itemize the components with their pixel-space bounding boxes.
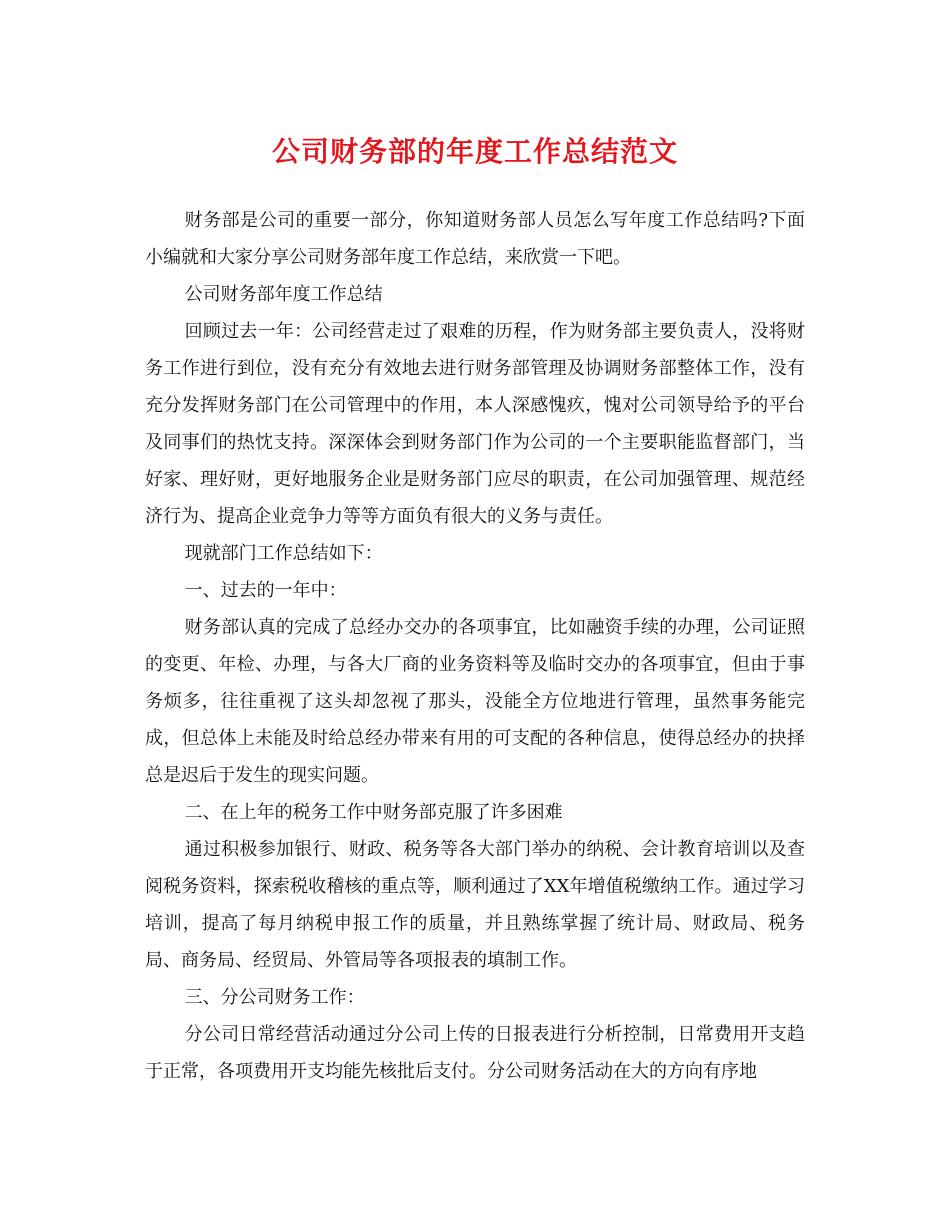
section-heading-1: 一、过去的一年中： xyxy=(184,580,347,601)
paragraph-section-2: 通过积极参加银行、财政、税务等各大部门举办的纳税、会计教育培训以及查阅税务资料，探索税收稽核的重点等，顺利通过了XX年增值税缴纳工作。通过学习培训，提高了每月纳税申报工作的质量，并且熟练掌握了统计局、财政局、税务局、商务局、经贸局、外管局等各项报表的填制工作。 xyxy=(145,839,805,971)
document-body xyxy=(145,202,805,1090)
paragraph-subtitle: 公司财务部年度工作总结 xyxy=(184,284,383,305)
section-heading-2: 二、在上年的税务工作中财务部克服了许多困难 xyxy=(184,802,563,823)
paragraph-intro: 财务部是公司的重要一部分，你知道财务部人员怎么写年度工作总结吗?下面小编就和大家分享公司财务部年度工作总结，来欣赏一下吧。 xyxy=(145,210,805,268)
document-title: 公司财务部的年度工作总结范文 xyxy=(271,135,678,168)
paragraph-section-3: 分公司日常经营活动通过分公司上传的日报表进行分析控制，日常费用开支趋于正常，各项费用开支均能先核批后支付。分公司财务活动在大的方向有序地 xyxy=(145,1024,805,1082)
paragraph-section-1: 财务部认真的完成了总经办交办的各项事宜，比如融资手续的办理，公司证照的变更、年检、办理，与各大厂商的业务资料等及临时交办的各项事宜，但由于事务烦多，往往重视了这头却忽视了那头，没能全方位地进行管理，虽然事务能完成，但总体上未能及时给总经办带来有用的可支配的各种信息，使得总经办的抉择总是迟后于发生的现实问题。 xyxy=(145,617,805,786)
paragraph-review: 回顾过去一年：公司经营走过了艰难的历程，作为财务部主要负责人，没将财务工作进行到位，没有充分有效地去进行财务部管理及协调财务部整体工作，没有充分发挥财务部门在公司管理中的作用，本人深感愧疚，愧对公司领导给予的平台及同事们的热忱支持。深深体会到财务部门作为公司的一个主要职能监督部门，当好家、理好财，更好地服务企业是财务部门应尽的职责，在公司加强管理、规范经济行为、提高企业竞争力等等方面负有很大的义务与责任。 xyxy=(145,321,805,527)
section-heading-3: 三、分公司财务工作： xyxy=(184,987,365,1008)
paragraph-summary-intro: 现就部门工作总结如下： xyxy=(184,543,383,564)
